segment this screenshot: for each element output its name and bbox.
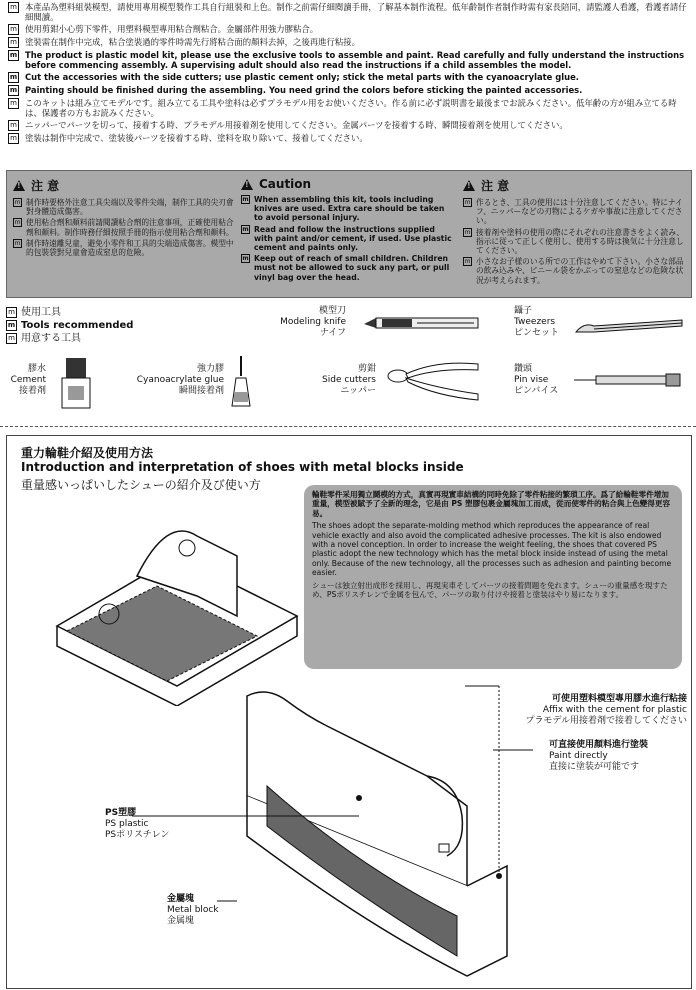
label-ps: PS塑膠 PS plastic PSポリスチレン [105, 808, 170, 840]
warning-icon: ! [241, 179, 253, 190]
m-icon: m [6, 333, 17, 344]
caution-item: m 接着剤や塗料の使用の際にそれぞれの注意書きをよく読み、指示に従って正しく使用し、使用する時は換気に十分注意してください。 [464, 227, 685, 256]
m-icon: m [6, 307, 17, 318]
label-metal: 金屬塊 Metal block 金属塊 [167, 894, 219, 926]
caution-item: m When assembling this kit, tools including knives are used. Extra care should be taken to avoid personal injury. [242, 195, 445, 223]
caution-panel [6, 170, 692, 298]
shoe-section [6, 435, 692, 989]
caution-item: m Keep out of reach of small children. Children must not be allowed to suck any part, or pull vinyl bag over the head. [242, 254, 450, 282]
m-icon: m [242, 255, 249, 263]
m-icon: m [7, 321, 16, 329]
side-cutters-icon [386, 356, 482, 402]
caution-column-ja [463, 177, 687, 287]
caution-item: m 制作時遠離兒童，避免小零件和工具的尖端造成傷害。模型中的包裝袋對兒童會造成窒息的危險。 [14, 238, 234, 258]
pin-vise-icon [572, 370, 684, 390]
m-icon: m [9, 86, 18, 94]
m-icon: m [8, 24, 19, 35]
intro-line: m 塗装は制作中完成で、塗装後パーツを接着する時、塗料を取り除いて、接着してください。 [8, 133, 690, 144]
intro-line: m 本產品為塑料組裝模型，請使用專用模型製作工具自行組裝和上色。制作之前需仔細閱讀手冊，了解基本制作流程。低年齡制作者制作時需有家長陪同，請監護人看護，看護者請仔細閱讀。 [8, 2, 690, 22]
section-title-en: Introduction and interpretation of shoes with metal blocks inside [21, 460, 464, 474]
intro-line: m 塗裝需在制作中完成，粘合塗裝過的零件時需先行將粘合面的顏料去掉，之後再進行粘接。 [8, 37, 690, 48]
caution-heading: ! Caution [241, 177, 455, 191]
tool-cement-label: 膠水 Cement 接着剤 [10, 364, 46, 396]
cement-bottle-icon [58, 356, 94, 412]
knife-icon [362, 312, 482, 334]
label-paint: 可直接使用顏料進行塗裝 Paint directly 直接に塗装が可能です [549, 740, 649, 772]
tool-cutters-label: 剪鉗 Side cutters ニッパー [322, 364, 376, 396]
tools-section [6, 304, 690, 424]
m-icon: m [8, 37, 19, 48]
dashed-divider [0, 426, 696, 427]
m-icon: m [8, 2, 19, 13]
section-title-zh: 重力輪鞋介紹及使用方法 [21, 446, 154, 460]
tool-glue-label: 強力膠 Cyanoacrylate glue 瞬間接着剤 [136, 364, 224, 396]
intro-line: m Cut the accessories with the side cutters; use plastic cement only; stick the metal parts with the cyanoacrylate glue. [9, 72, 579, 82]
description-note: 輪鞋零件采用獨立鬪模的方式，真實再現實車結構的同時免除了零件粘接的繁瑣工序。爲了給輪鞋零件增加重量，模型被賦予了全新的理念，它是由 PS 塑膠包裹金屬塊加工而成，從而使零件的粘合與上色變得更容易。 The shoes adopt the separate-molding method which reproduces the appearance of real vehicle exactly and also avoid the complicated adhesive processes. The kit is also endowed with a novel conception. In order to increase the weight feeling, the shoes that covered PS plastic adopt the new technology which has the metal block inside instead of using the metal only. Because of the new technology, all the processes such as adhesion and painting become easier. シューは独立射出成形を採用し、再現実車そしてパーツの接着問題を免れます。シューの重量感を現すため、PSポリスチレンで金属を包んで、パーツの取り付けや接着と塗装はやり易になります。 [304, 485, 682, 669]
m-icon: m [8, 98, 19, 109]
warning-icon: ! [13, 180, 25, 191]
label-affix: 可使用塑料模型專用膠水進行粘接 Affix with the cement for plastic プラモデル用接着剤で接着してください [525, 694, 687, 726]
intro-line: m 使用剪鉗小心剪下零件，用塑料模型專用粘合劑粘合。金屬部件用強力膠粘合。 [8, 24, 690, 35]
caution-item: m 小さなお子様のいる所での工作はやめて下さい。小さな部品の飲み込みや、ビニール袋をかぶっての窒息などの危険な状況が考えられます。 [464, 257, 684, 285]
m-icon: m [464, 258, 471, 266]
m-icon: m [9, 73, 18, 81]
tool-knife-label: 模型刀 Modeling knife ナイフ [280, 306, 346, 338]
caution-item: m Read and follow the instructions supplied with paint and/or cement, if used. Use plastic cement and paints only. [242, 224, 452, 253]
caution-column-zh [13, 177, 237, 259]
m-icon: m [242, 196, 249, 203]
caution-heading: ! 注 意 [463, 177, 687, 194]
intro-line: m このキットは組み立てモデルです。組み立てる工具や塗料は必ずプラモデル用をお使いください。作る前に必ず説明書を最後までお読みください。低年齢の方が組み立てる時は、保護者の方もお読みください。 [8, 98, 690, 118]
m-icon: m [14, 239, 21, 247]
intro-line: m The product is plastic model kit, please use the exclusive tools to assemble and paint. Read carefully and fully understand the instructions before commencing assembly. A supervising adult should also read the instructions if a child assembles the model. [9, 50, 685, 70]
intro-line: m Painting should be finished during the assembling. You need grind the colors before sticking the painted accessories. [9, 85, 583, 95]
m-icon: m [14, 199, 21, 206]
glue-tube-icon [226, 354, 256, 414]
section-title-ja: 重量感いっぱいしたシューの紹介及び使い方 [21, 478, 261, 492]
tweezers-icon [574, 314, 686, 340]
m-icon: m [8, 120, 19, 131]
warning-icon: ! [463, 180, 475, 191]
m-icon: m [8, 133, 19, 144]
m-icon: m [14, 219, 21, 227]
caution-item: m 使用粘合劑和顏料前請閱讀粘合劑的注意事項，正確使用粘合劑和顏料。制作時務仔細按照手冊的指示使用粘合劑和顏料。 [14, 218, 234, 237]
caution-column-en [241, 177, 455, 284]
m-icon: m [9, 51, 18, 59]
m-icon: m [464, 199, 471, 206]
tool-pinvise-label: 鑽頭 Pin vise ピンバイス [514, 364, 559, 396]
tools-title: m 使用工具 m Tools recommended m 用意する工具 [7, 307, 134, 344]
m-icon: m [464, 228, 471, 236]
tool-tweezers-label: 鑷子 Tweezers ピンセット [514, 306, 560, 338]
intro-line: m ニッパーでパーツを切って、接着する時、プラモデル用接着剤を使用してください。金属パーツを接着する時、瞬間接着剤を使用してください。 [8, 120, 690, 131]
intro-block [8, 2, 690, 146]
caution-item: m 作るとき、工具の使用には十分注意してください。特にナイフ、ニッパーなどの刃物によるケガや事故に注意してください。 [464, 198, 683, 226]
caution-item: m 制作時要格外注意工具尖端以及零件尖端，制作工具的尖刃會對身體造成傷害。 [14, 198, 234, 217]
caution-heading: ! 注 意 [13, 177, 237, 194]
m-icon: m [242, 225, 249, 233]
